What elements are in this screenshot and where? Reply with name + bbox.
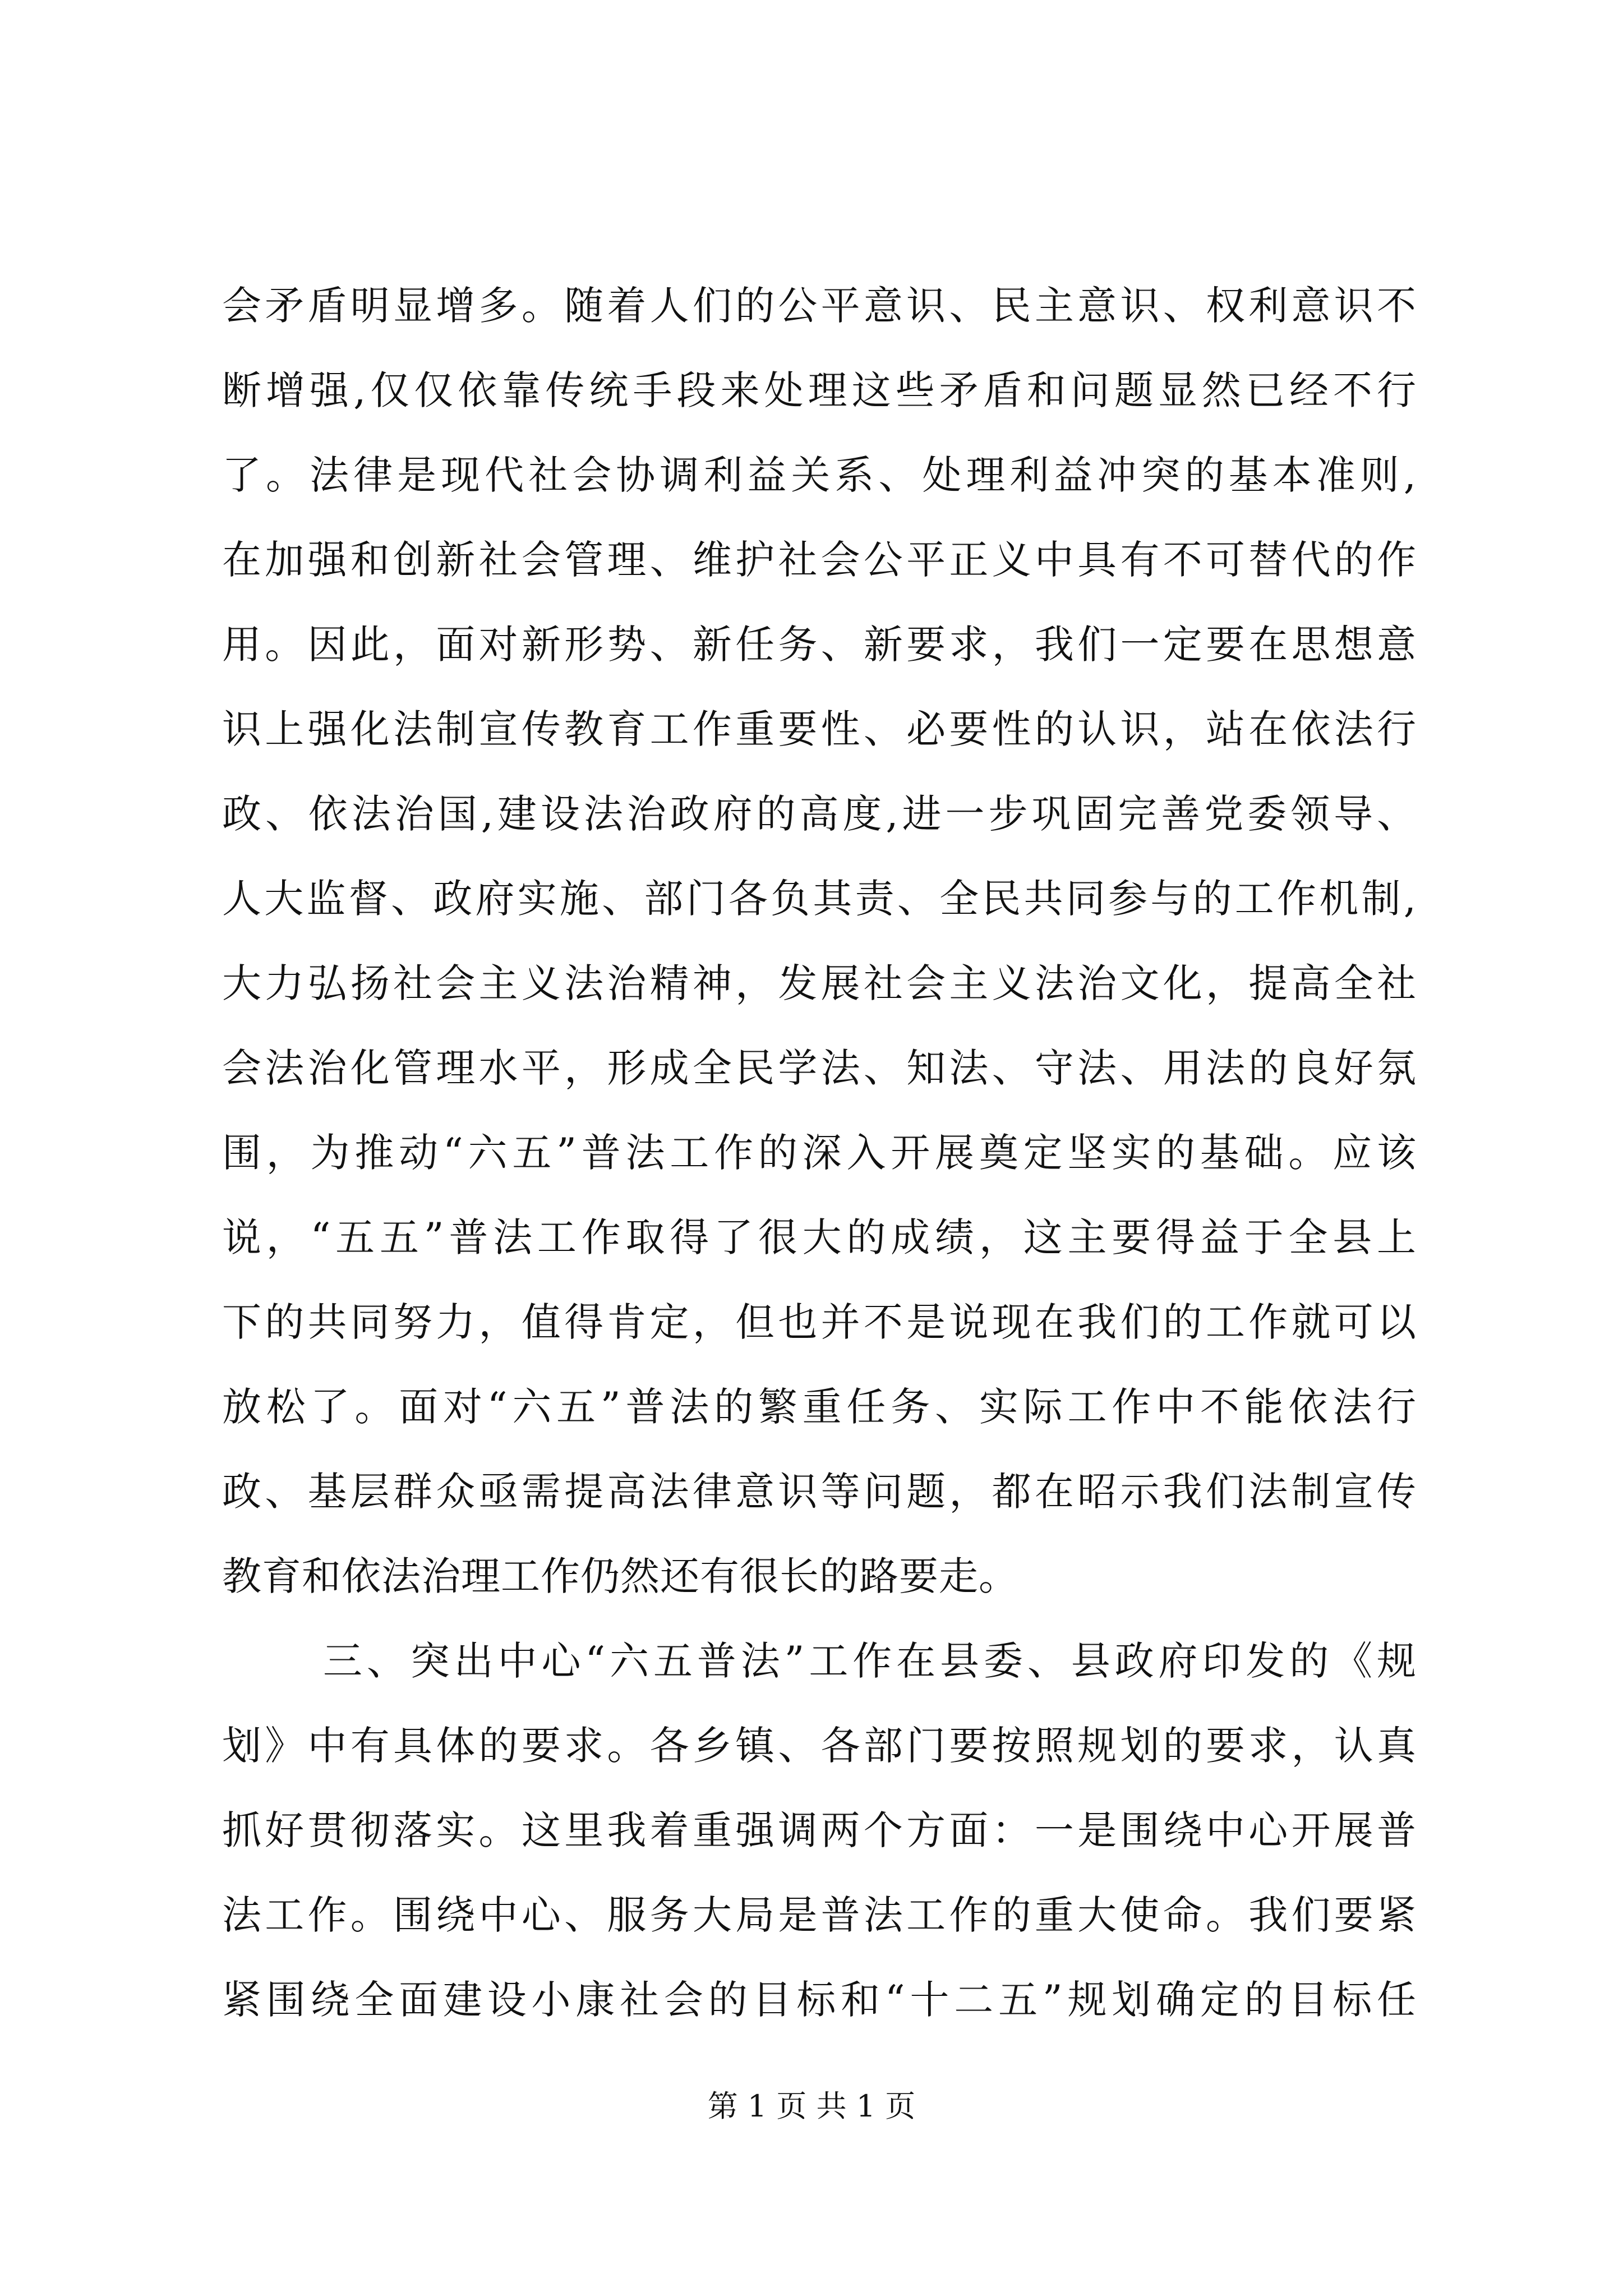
text-line: 围，为推动“六五”普法工作的深入开展奠定坚实的基础。应该	[222, 1130, 1417, 1176]
text-line: 会法治化管理水平，形成全民学法、知法、守法、用法的良好氛	[222, 1045, 1417, 1091]
page-number: 第 1 页 共 1 页	[707, 2088, 916, 2124]
text-line: 用。因此，面对新形势、新任务、新要求，我们一定要在思想意	[222, 622, 1417, 668]
text-line: 说，“五五”普法工作取得了很大的成绩，这主要得益于全县上	[222, 1214, 1417, 1260]
text-line: 抓好贯彻落实。这里我着重强调两个方面：一是围绕中心开展普	[222, 1807, 1417, 1853]
body-text	[222, 264, 1417, 2042]
text-line: 划》中有具体的要求。各乡镇、各部门要按照规划的要求，认真	[222, 1723, 1417, 1769]
text-line: 紧围绕全面建设小康社会的目标和“十二五”规划确定的目标任	[222, 1977, 1417, 2023]
text-line: 政、依法治国,建设法治政府的高度,进一步巩固完善党委领导、	[222, 791, 1417, 837]
text-line: 了。法律是现代社会协调利益关系、处理利益冲突的基本准则,	[222, 452, 1417, 498]
text-line: 大力弘扬社会主义法治精神，发展社会主义法治文化，提高全社	[222, 960, 1417, 1006]
section-heading-line: 三、突出中心“六五普法”工作在县委、县政府印发的《规	[323, 1638, 1417, 1684]
paragraph-end-line: 教育和依法治理工作仍然还有很长的路要走。	[222, 1553, 1018, 1599]
text-line: 放松了。面对“六五”普法的繁重任务、实际工作中不能依法行	[222, 1384, 1417, 1430]
text-line: 政、基层群众亟需提高法律意识等问题，都在昭示我们法制宣传	[222, 1469, 1417, 1515]
text-line: 断增强,仅仅依靠传统手段来处理这些矛盾和问题显然已经不行	[222, 367, 1417, 413]
text-line: 法工作。围绕中心、服务大局是普法工作的重大使命。我们要紧	[222, 1892, 1417, 1938]
text-line: 下的共同努力，值得肯定，但也并不是说现在我们的工作就可以	[222, 1299, 1417, 1345]
text-line: 在加强和创新社会管理、维护社会公平正义中具有不可替代的作	[222, 537, 1417, 583]
text-line: 会矛盾明显增多。随着人们的公平意识、民主意识、权利意识不	[222, 283, 1417, 329]
text-line: 识上强化法制宣传教育工作重要性、必要性的认识，站在依法行	[222, 706, 1417, 752]
page-footer	[0, 2087, 1623, 2126]
text-line: 人大监督、政府实施、部门各负其责、全民共同参与的工作机制,	[222, 876, 1417, 922]
